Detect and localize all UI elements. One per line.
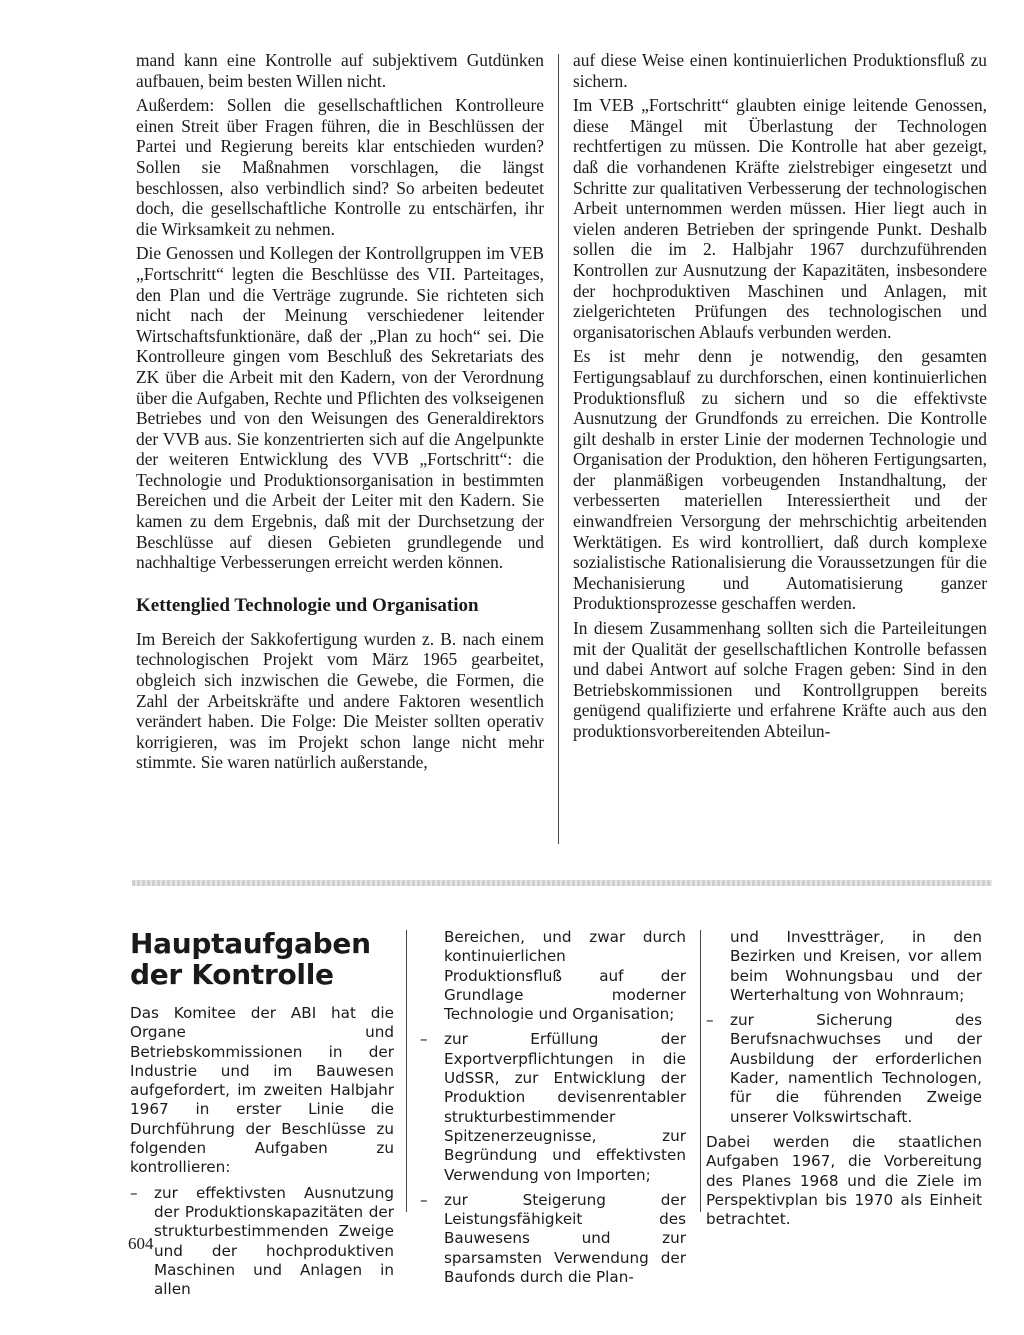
- list-item: [420, 1191, 686, 1287]
- bullet-dash: –: [420, 1190, 428, 1209]
- box-closing: Dabei werden die staatlichen Aufgaben 1967, die Vorbereitung des Planes 1968 und die Ziele im Perspektivplan bis 1970 als Einheit betrachtet.: [706, 1132, 982, 1229]
- list-item-text: Bereichen, und zwar durch kontinuierlichen Produktionsfluß auf der Grundlage moderner Technologie und Organisation;: [444, 928, 686, 1024]
- section-heading: Kettenglied Technologie und Organisation: [136, 594, 479, 616]
- box-title-line: Hauptaufgaben: [130, 927, 371, 960]
- paragraph: In diesem Zusammenhang sollten sich die Parteileitungen mit der Qualität der gesellschaftlichen Kontrolle befassen und dabei Antwort auf solche Fragen geben: Sind in den Betriebskommissionen und Kontrollgruppen bereits genügend qualifizierte und erfahrene Kräfte auch aus den produktionsvorbereitenden Abteilun-: [573, 618, 987, 741]
- column-divider: [700, 930, 701, 1212]
- box-right-column: [706, 928, 982, 1235]
- box-title-line: der Kontrolle: [130, 958, 334, 991]
- list-item-text: zur Erfüllung der Exportverpflichtungen in die UdSSR, zur Entwicklung der Produktion devisenrentabler strukturbestimmender Spitzenerzeugnisse, zur Begründung und effektivsten Verwendung von Importen;: [444, 1030, 686, 1184]
- paragraph: Die Genossen und Kollegen der Kontrollgruppen im VEB „Fortschritt“ legten die Beschlüsse des VII. Parteitages, den Plan und die Verträge zugrunde. Sie richteten sich nicht nach der Meinung verschiedener leitender Wirtschaftsfunktionäre, daß der „Plan zu hoch“ sei. Die Kontrolleure gingen vom Beschluß des Sekretariats des ZK über die Arbeit mit den Kadern, von der Verordnung über die Aufgaben, Rechte und Pflichten des volkseigenen Betriebes und von den Weisungen des Generaldirektors der VVB aus. Sie konzentrierten sich auf die Angelpunkte der weiteren Entwicklung des VVB „Fortschritt“: die Technologie und Produktionsorganisation in bestimmten Bereichen und die Arbeit der Leiter mit den Kadern. Sie kamen zu dem Ergebnis, daß mit der Durchsetzung der Beschlüsse auf diesen Gebieten grundlegende und nachhaltige Verbesserungen erreicht werden können.: [136, 243, 544, 573]
- section-separator: [132, 880, 992, 886]
- list-item: [130, 1184, 394, 1300]
- list-item-text: zur Sicherung des Berufsnachwuchses und der Ausbildung der erforderlichen Kader, namentlich Technologen, für die führenden Zweige unserer Volkswirtschaft.: [730, 1011, 982, 1126]
- list-item-text: zur Steigerung der Leistungsfähigkeit des Bauwesens und zur sparsamsten Verwendung der Baufonds durch die Plan-: [444, 1190, 686, 1287]
- article-right-column: [573, 50, 987, 746]
- list-item-continuation: [420, 928, 686, 1024]
- box-title: [130, 928, 394, 990]
- paragraph: mand kann eine Kontrolle auf subjektivem Gutdünken aufbauen, beim besten Willen nicht.: [136, 50, 544, 91]
- list-item-continuation: [706, 928, 982, 1005]
- box-middle-column: [420, 928, 686, 1293]
- list-item: [420, 1030, 686, 1184]
- paragraph: Im VEB „Fortschritt“ glaubten einige leitende Genossen, diese Mängel mit Überlastung der Technologen rechtfertigen zu müssen. Die Kontrolle hat aber gezeigt, daß die vorhandenen Kräfte zielstrebiger eingesetzt und Schritte zur qualitativen Verbesserung der technologischen Arbeit unternommen werden müssen. Hier liegt auch in vielen anderen Betrieben der springende Punkt. Deshalb sollen die im 2. Halbjahr 1967 durchzuführenden Kontrollen zur Ausnutzung der Kapazitäten, insbesondere der hochproduktiven Maschinen und Anlagen, mit zielgerichteten Prüfungen des technologischen und organisatorischen Ablaufs verbunden werden.: [573, 95, 987, 342]
- box-left-column: [130, 928, 394, 1305]
- page-number: 604: [128, 1234, 154, 1253]
- bullet-dash: –: [706, 1011, 714, 1030]
- list-item-text: zur effektivsten Ausnutzung der Produktionskapazitäten der strukturbestimmenden Zweige und der hochproduktiven Maschinen und Anlagen in allen: [154, 1183, 394, 1299]
- article-left-column: [136, 50, 544, 777]
- paragraph: Im Bereich der Sakkofertigung wurden z. B. nach einem technologischen Projekt vom März 1965 gearbeitet, obgleich sich inzwischen die Gewebe, die Formen, die Zahl der Arbeitskräfte und andere Faktoren wesentlich verändert haben. Die Folge: Die Meister sollten operativ korrigieren, was im Projekt schon lange nicht mehr stimmte. Sie waren natürlich außerstande,: [136, 628, 544, 773]
- list-item-text: und Investträger, in den Bezirken und Kreisen, vor allem beim Wohnungsbau und der Werterhaltung von Wohnraum;: [730, 928, 982, 1004]
- box-intro: Das Komitee der ABI hat die Organe und Betriebskommissionen in der Industrie und im Bauwesen aufgefordert, im zweiten Halbjahr 1967 in erster Linie die Durchführung der Beschlüsse zu folgenden Aufgaben zu kontrollieren:: [130, 1004, 394, 1177]
- bullet-dash: –: [420, 1030, 428, 1049]
- paragraph: Es ist mehr denn je notwendig, den gesamten Fertigungsablauf zu durchforschen, einen kontinuierlichen Produktionsfluß zu sichern und so die effektivste Ausnutzung der Grundfonds zu erreichen. Die Kontrolle gilt deshalb in erster Linie der modernen Technologie und Organisation der Produktion, den höheren Fertigungsarten, der planmäßigen vorbeugenden Instandhaltung, der verbesserten materiellen Interessiertheit und der einwandfreien Versorgung der mehrschichtig arbeitenden Werktätigen. Es wird kontrolliert, daß durch komplexe sozialistische Rationalisierung die Voraussetzungen für die Mechanisierung und Automatisierung ganzer Produktionsprozesse geschaffen werden.: [573, 346, 987, 614]
- paragraph: Außerdem: Sollen die gesellschaftlichen Kontrolleure einen Streit über Fragen führen, die in Beschlüssen der Partei und Regierung bereits klar entschieden wurden? Sollen sie Maßnahmen vorschlagen, die längst beschlossen, also verbindlich sind? So arbeiten bedeutet doch, die gesellschaftliche Kontrolle zu entschärfen, ihr die Wirksamkeit zu nehmen.: [136, 95, 544, 239]
- paragraph: auf diese Weise einen kontinuierlichen Produktionsfluß zu sichern.: [573, 50, 987, 91]
- bullet-dash: –: [130, 1183, 138, 1202]
- column-divider: [406, 930, 407, 1212]
- column-divider: [558, 54, 559, 844]
- list-item: [706, 1011, 982, 1127]
